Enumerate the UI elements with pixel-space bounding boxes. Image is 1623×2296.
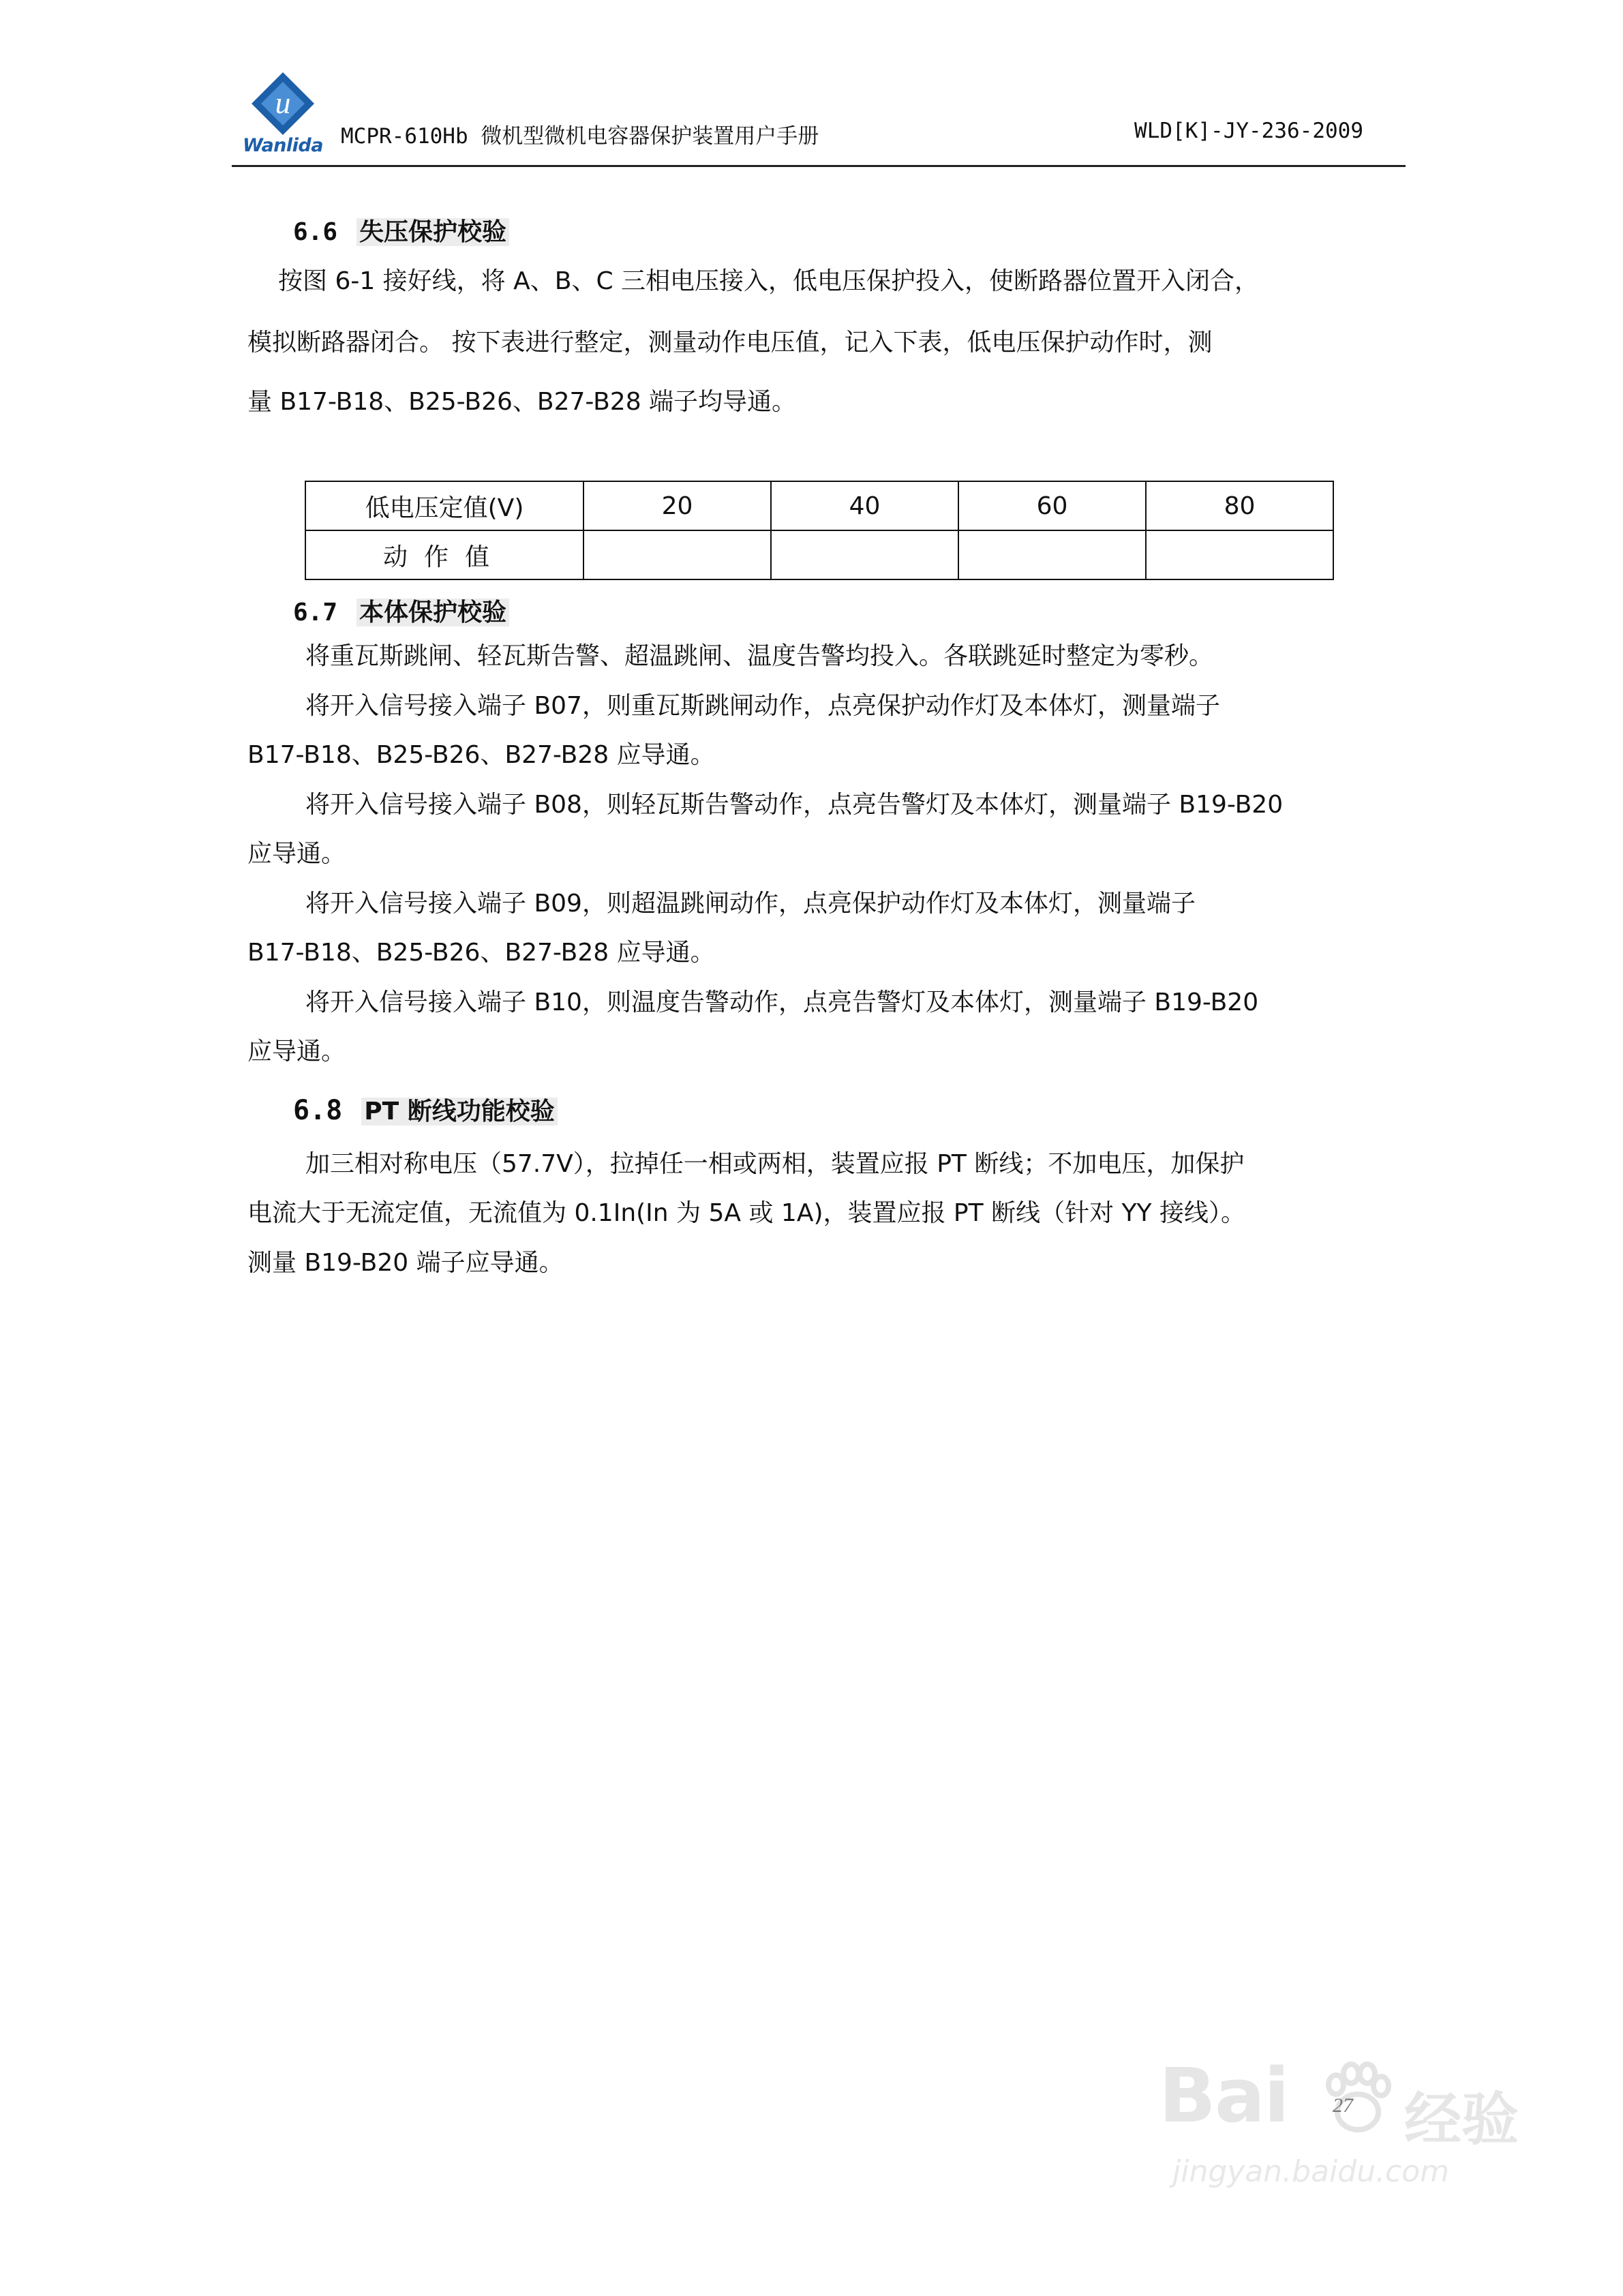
logo-diamond-icon — [249, 70, 317, 138]
paragraph-line: 量 B17-B18、B25-B26、B27-B28 端子均导通。 — [247, 388, 797, 416]
section-number: 6.8 — [293, 1095, 343, 1126]
watermark-brand-cn: 经验 — [1404, 2086, 1519, 2153]
paragraph-line: 测量 B19-B20 端子应导通。 — [247, 1249, 564, 1277]
table-cell-empty — [583, 530, 771, 579]
paw-icon — [1317, 2059, 1399, 2141]
table-cell: 20 — [583, 481, 771, 530]
table-cell-empty — [771, 530, 958, 579]
table-cell: 60 — [958, 481, 1146, 530]
paragraph-line: 将开入信号接入端子 B10，则温度告警动作，点亮告警灯及本体灯，测量端子 B19-B20 — [305, 988, 1259, 1016]
document-title: MCPR-610Hb 微机型微机电容器保护装置用户手册 — [341, 124, 819, 149]
watermark-url: jingyan.baidu.com — [1172, 2154, 1450, 2189]
paragraph-line: 将开入信号接入端子 B07，则重瓦斯跳闸动作，点亮保护动作灯及本体灯，测量端子 — [305, 692, 1220, 720]
section-6-8-heading — [293, 1092, 558, 1127]
table-header-cell — [305, 530, 583, 579]
paragraph-line: 模拟断路器闭合。 按下表进行整定，测量动作电压值，记入下表，低电压保护动作时，测 — [247, 329, 1213, 357]
page-number: 27 — [1333, 2094, 1353, 2117]
paragraph-line: 电流大于无流定值，无流值为 0.1In(In 为 5A 或 1A)，装置应报 PT 断线（针对 YY 接线）。 — [247, 1199, 1245, 1227]
section-title: 本体保护校验 — [357, 599, 509, 626]
section-6-7-heading — [293, 593, 509, 628]
header-divider — [232, 165, 1406, 167]
table-cell: 80 — [1146, 481, 1333, 530]
table-cell: 40 — [771, 481, 958, 530]
table-header-cell: 低电压定值(V) — [305, 481, 583, 530]
section-6-6-heading — [293, 213, 509, 247]
section-title: PT 断线功能校验 — [361, 1098, 557, 1126]
watermark-brand: Bai — [1159, 2052, 1288, 2139]
paragraph-line: 将重瓦斯跳闸、轻瓦斯告警、超温跳闸、温度告警均投入。各联跳延时整定为零秒。 — [305, 642, 1214, 670]
row-label: 动作值 — [382, 543, 506, 571]
paragraph-line: 加三相对称电压（57.7V），拉掉任一相或两相，装置应报 PT 断线；不加电压，加保护 — [305, 1150, 1245, 1178]
table-cell-empty — [1146, 530, 1333, 579]
baidu-jingyan-watermark — [1159, 2018, 1541, 2222]
section-number: 6.6 — [293, 218, 338, 246]
svg-text:u: u — [275, 85, 291, 120]
paragraph-line: 应导通。 — [247, 840, 346, 868]
table-cell-empty — [958, 530, 1146, 579]
table-row — [305, 481, 1333, 530]
paragraph-line: B17-B18、B25-B26、B27-B28 应导通。 — [247, 741, 715, 769]
section-number: 6.7 — [293, 599, 338, 626]
logo-wordmark: Wanlida — [243, 135, 323, 156]
paragraph-line: 将开入信号接入端子 B08，则轻瓦斯告警动作，点亮告警灯及本体灯，测量端子 B19-B20 — [305, 791, 1284, 819]
page-header — [232, 61, 1404, 170]
section-title: 失压保护校验 — [357, 218, 509, 246]
document-code: WLD[K]-JY-236-2009 — [1134, 119, 1363, 143]
wanlida-logo — [232, 70, 334, 158]
paragraph-line: 应导通。 — [247, 1038, 346, 1066]
paragraph-line: B17-B18、B25-B26、B27-B28 应导通。 — [247, 939, 715, 967]
table-row — [305, 530, 1333, 579]
voltage-setting-table — [305, 481, 1334, 580]
paragraph-line: 按图 6-1 接好线，将 A、B、C 三相电压接入，低电压保护投入，使断路器位置开入闭合， — [278, 267, 1260, 295]
paragraph-line: 将开入信号接入端子 B09，则超温跳闸动作，点亮保护动作灯及本体灯，测量端子 — [305, 890, 1196, 918]
